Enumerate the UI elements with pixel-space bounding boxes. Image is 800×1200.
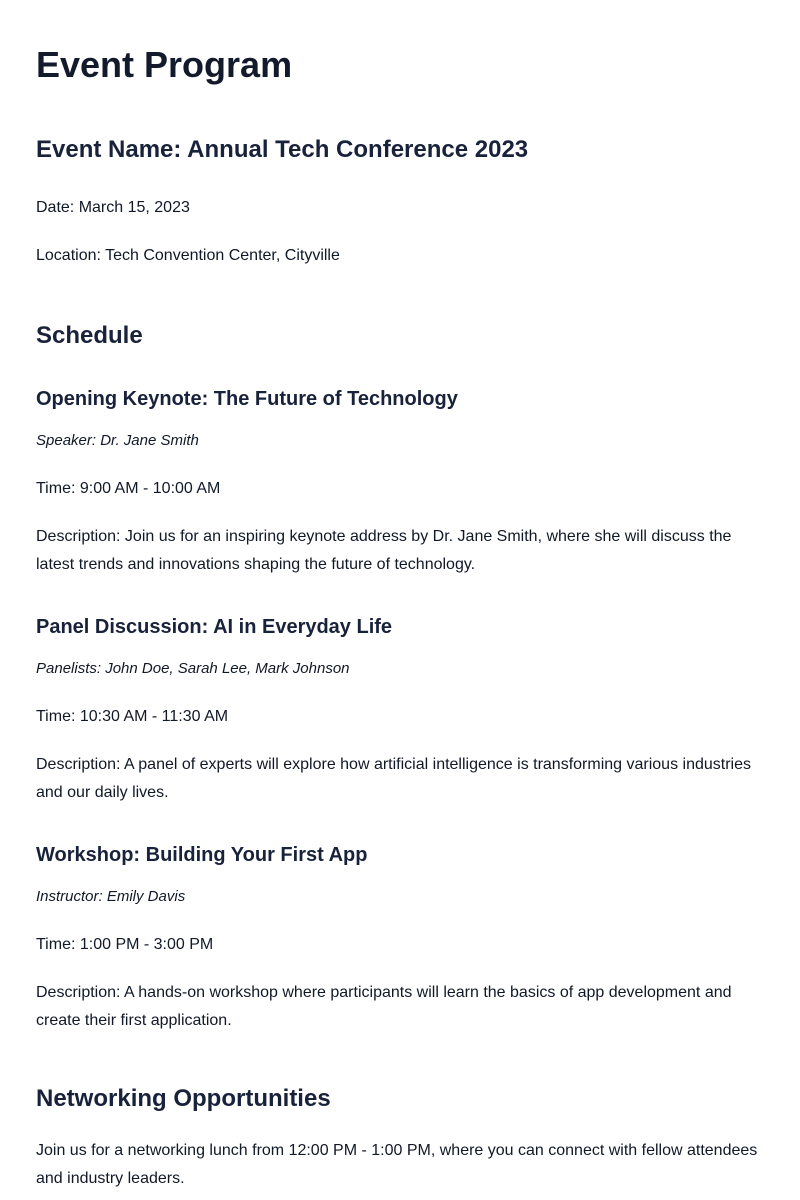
- event-name: Event Name: Annual Tech Conference 2023: [36, 136, 529, 163]
- session-panelists: Panelists: John Doe, Sarah Lee, Mark Johnson: [36, 660, 350, 677]
- session-title: Opening Keynote: The Future of Technology: [36, 388, 458, 410]
- session-workshop: [36, 842, 764, 1035]
- session-instructor: Instructor: Emily Davis: [36, 888, 186, 905]
- session-opening-keynote: [36, 386, 764, 579]
- networking-text: Join us for a networking lunch from 12:00 PM - 1:00 PM, where you can connect with fellow attendees and industry leaders.: [36, 1142, 758, 1187]
- session-title: Workshop: Building Your First App: [36, 844, 368, 866]
- session-description: Description: A hands-on workshop where participants will learn the basics of app development and create their first application.: [36, 984, 732, 1029]
- event-date: Date: March 15, 2023: [36, 199, 190, 216]
- session-time: Time: 1:00 PM - 3:00 PM: [36, 936, 214, 953]
- page-title: Event Program: [36, 44, 293, 85]
- session-time: Time: 9:00 AM - 10:00 AM: [36, 480, 221, 497]
- session-time: Time: 10:30 AM - 11:30 AM: [36, 708, 229, 725]
- session-description: Description: Join us for an inspiring keynote address by Dr. Jane Smith, where she will discuss the latest trends and innovations shaping the future of technology.: [36, 528, 732, 573]
- session-panel-discussion: [36, 614, 764, 807]
- schedule-heading: Schedule: [36, 322, 143, 349]
- session-speaker: Speaker: Dr. Jane Smith: [36, 432, 199, 449]
- session-title: Panel Discussion: AI in Everyday Life: [36, 616, 393, 638]
- networking-heading: Networking Opportunities: [36, 1085, 331, 1112]
- event-location: Location: Tech Convention Center, Cityville: [36, 247, 340, 264]
- session-description: Description: A panel of experts will explore how artificial intelligence is transforming various industries and our daily lives.: [36, 756, 751, 801]
